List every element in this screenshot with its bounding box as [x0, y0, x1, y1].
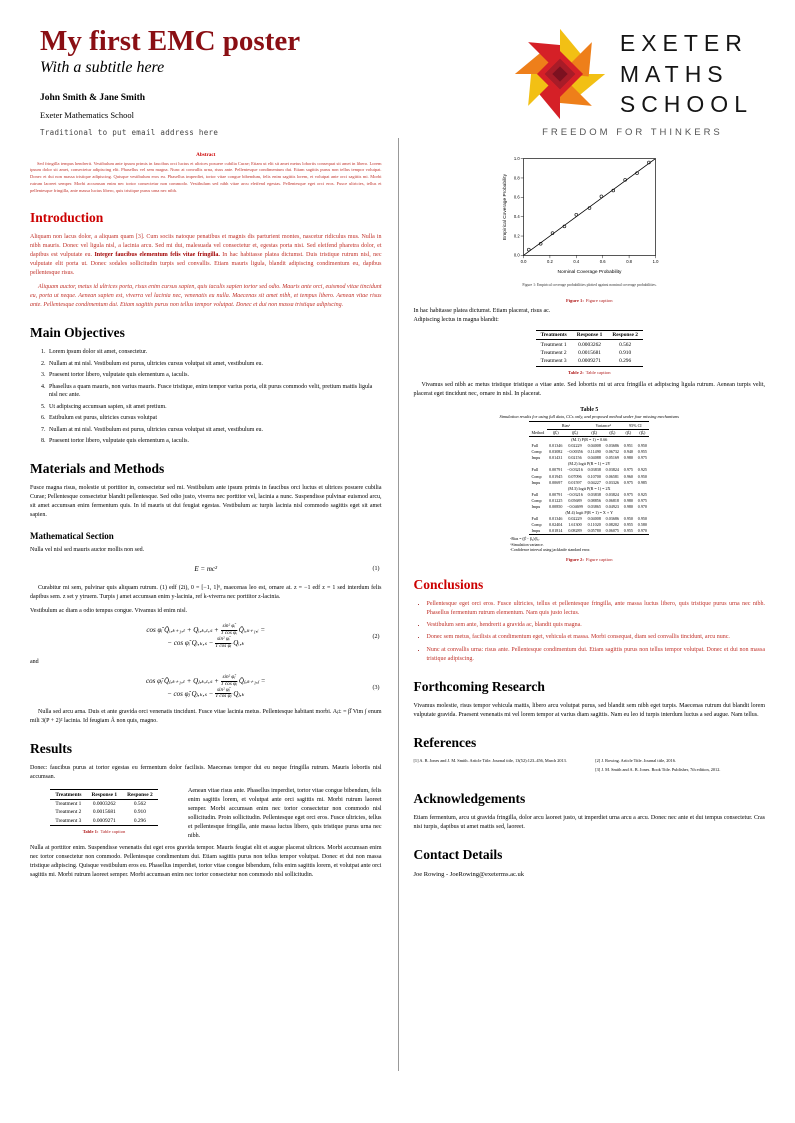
school-logo-tagline: FREEDOM FOR THINKERS [542, 127, 723, 138]
poster-institution: Exeter Mathematics School [40, 110, 134, 121]
cell: 0.975 [637, 455, 647, 461]
cell: 0.925 [637, 491, 647, 497]
cell: 0.562 [133, 801, 146, 808]
cell: 0.970 [635, 528, 649, 535]
cell: 0.00791 [549, 467, 563, 473]
caption-label: Figure 1: [565, 298, 584, 303]
cell: Treatment 2 [540, 349, 567, 356]
equation-1-body: E = mc² [194, 565, 218, 574]
eq3-term: Qⱼ,ₖ [233, 689, 245, 698]
poster-email-note: Traditional to put email address here [40, 128, 219, 138]
equation-3 [30, 675, 382, 701]
cell: 0.01597 [568, 479, 582, 485]
section-label: (M.1) P(R = 1) = 0.66 [571, 437, 608, 443]
table-2-grid [536, 330, 643, 367]
intro-paragraph-1 [30, 233, 382, 278]
header-title-block [40, 26, 300, 137]
cell: 0.951 [623, 443, 633, 449]
eq2-fraction [215, 637, 231, 650]
math-paragraph-2: Vestibulum ac diam a odio tempus congue. Vivamus id enim nisl. [30, 607, 188, 614]
column-group-header: Biasᵃ [547, 422, 586, 429]
table-row [529, 429, 649, 436]
cell: 0.960 [623, 473, 633, 479]
objective-item: 6. Estibulum est purus, ultricies cursus volutpat [47, 414, 382, 423]
forthcoming-text: Vivamus molestie, risus tempor vehicula mattis, libero arcu volutpat purus, sed blandit sem nibh eget turpis. Maecenas rutrum dui blandit lorem vulputate gravida. Praesent venenatis mi vel lorem tempor at varius diam sagittis. Nam eu leo id turpis interdum luctus a sed augue. Nam tellus. [413, 702, 765, 718]
cell: Impu [531, 479, 541, 485]
reference-item: [1] A. B. Jones and J. M. Smith. Article Title. Journal title, 13(52):123–456, March 2013. [413, 757, 567, 763]
cell: 0.03082 [549, 449, 563, 455]
cell: Full [531, 467, 539, 473]
references-list [414, 758, 766, 776]
cell: 0.10700 [587, 473, 601, 479]
caption-text: Figure caption [585, 298, 613, 303]
school-logo-row [512, 26, 753, 122]
cell: 0.940 [623, 449, 633, 455]
cell: 0.0015681 [578, 349, 601, 356]
svg-text:0.4: 0.4 [573, 259, 579, 265]
cell: 0.296 [122, 817, 158, 826]
cell: Full [531, 443, 539, 449]
cell: Treatment 2 [55, 809, 82, 816]
eq2-term: Q̂ᵢ,ₖ₊₁,ᵢ = [238, 625, 266, 634]
table-5-grid [529, 421, 649, 535]
figure-1-caption [414, 298, 766, 303]
table-row [536, 349, 643, 357]
table-row [529, 528, 649, 535]
svg-text:0.2: 0.2 [513, 233, 520, 239]
section-label: (M.4) logit P(R = 1) = X + Y [565, 510, 614, 516]
right-text-1-line-2: Adipiscing lectus in magna blandit: [413, 317, 499, 323]
table-1-caption [30, 829, 178, 834]
cell: 0.03326 [605, 479, 619, 485]
cell: 0.05780 [585, 528, 603, 535]
equation-1-number: (1) [372, 566, 380, 573]
cell: Treatment 1 [55, 801, 82, 808]
references-column [595, 758, 765, 776]
cell: 0.03865 [587, 504, 601, 510]
cell: 0.0003262 [578, 341, 601, 348]
eq3-frac-bottom: T cos φ̂ⱼ [215, 693, 232, 700]
cell: Comp [531, 497, 542, 503]
cell: 0.06075 [603, 528, 621, 535]
table-row [536, 357, 643, 366]
equation-2 [30, 624, 382, 650]
cell: 0.970 [637, 504, 647, 510]
cell: 0.296 [607, 357, 643, 366]
section-heading-references: References [413, 734, 477, 750]
section-heading-materials-methods: Materials and Methods [30, 461, 165, 477]
svg-text:0.6: 0.6 [513, 194, 520, 200]
objective-item: 3. Praesent tortor libero, vulputate quis elementum a, iaculis. [47, 371, 382, 380]
eq2-frac-top: sin² φ̂ᵢ [222, 622, 236, 629]
footnote: ᵃBias = (β̂ − β₀)/β₀. [510, 537, 540, 542]
abstract-section [30, 152, 382, 195]
column-header: Response 1 [86, 790, 122, 799]
column-subheader: (β̂ₓ) [603, 429, 621, 436]
intro-text-pre: Aliquam non lacus dolor, a aliquam quam [3]. Cum sociis natoque penatibus et magnis dis parturient montes, nascetur ridiculus mus. Nulla in nibh mauris. Donec vel ligula nisl, a lacinia arcu. Sed mi dui, malesuada vel consectetur et, egestas porta nisi. Sed eleifend pharetra dolor, et dapibus est vulputate eu. [30, 234, 382, 259]
reference-item: [2] J. Rowing. Article Title. Journal title, 2016. [595, 757, 676, 763]
cell: 0.04227 [587, 479, 601, 485]
svg-text:0.4: 0.4 [513, 214, 520, 219]
cell: Treatment 3 [50, 817, 86, 826]
cell: 0.08856 [587, 497, 601, 503]
table-2 [414, 330, 766, 375]
cell: Full [531, 491, 539, 497]
table-row [536, 340, 643, 349]
cell: 0.01346 [549, 443, 563, 449]
section-heading-results: Results [30, 741, 73, 757]
eq2-frac-bottom: T cos φ̂ᵢ [215, 642, 232, 649]
table-5-title: Table 5 [580, 406, 599, 413]
methods-text: Fusce magna risus, molestie ut porttitor in, consectetur sed mi. Vestibulum ante ipsum primis in faucibus orci luctus et ultrices posuere cubilia Curae; Pellentesque consectetur blandit pellentesque. Sed odio justo, viverra nec porttitor vel, lacinia a nunc. Suspendisse pulvinar euismod arcu, sit amet accumsan enim fermentum quis. In id mauris ut dui feugiat egestas. Vestibulum ac turpis lacinia nisl commodo sagittis eget sit amet sapien. [30, 485, 382, 519]
math-lead-text: Nulla vel nisl sed mauris auctor mollis non sed. [30, 547, 145, 554]
cell: 0.01225 [549, 497, 563, 503]
cell: 0.04008 [587, 516, 601, 522]
abstract-heading: Abstract [196, 152, 216, 158]
cell: 1.61300 [568, 522, 582, 528]
cell: 0.02229 [568, 443, 582, 449]
column-group-header: Varianceᵇ [585, 422, 621, 429]
eq3-term: − cos φ̂ⱼ Qⱼ,ₖ,ₛ − [167, 689, 214, 698]
cell: 0.03686 [605, 516, 619, 522]
cell: 0.08289 [565, 528, 585, 535]
svg-text:0.8: 0.8 [625, 259, 632, 265]
eq3-frac-bottom: T cos φ̂ⱼ [220, 680, 237, 687]
cell: −0.03216 [567, 491, 583, 497]
cell: −0.04699 [567, 504, 583, 510]
conclusion-bullet: • Vestibulum sem ante, hendrerit a gravida ac, blandit quis magna. [427, 621, 766, 630]
intro-text-post: In hac habitasse platea dictumst. Duis tristique rutrum nisl, nec vulputate elit porta ut. Donec sodales sollicitudin turpis sed convallis. Etiam mauris ligula, blandit adipiscing condimentum eu, dapibus pellentesque risus. [30, 252, 382, 277]
school-logo-wordmark [620, 28, 753, 119]
cell: 0.950 [637, 443, 647, 449]
math-connector-word: and [30, 658, 39, 665]
logo-word-school: SCHOOL [619, 91, 753, 118]
conclusion-bullet: • Pellentesque eget orci eros. Fusce ultricies, tellus et pellentesque fringilla, ante massa luctus libero, quis tristique purus urna nec nibh. Phasellus fermentum rutrum elementum. Nam quis justo lectus. [427, 600, 766, 618]
cell: Impu [529, 528, 547, 535]
eq2-term: Qᵢ,ₖ [233, 638, 245, 647]
equation-3-line-1 [46, 675, 366, 688]
conclusion-bullet: • Nunc at convallis urna: risus ante. Pellentesque condimentum dui. Etiam sagittis purus non tellus tempor volutpat. Donec et dui non massa tristique adipiscing. [427, 646, 766, 664]
eq3-fraction [221, 675, 237, 688]
equation-3-line-2 [46, 688, 366, 701]
logo-word-maths: MATHS [619, 60, 729, 87]
svg-text:0.8: 0.8 [513, 175, 520, 181]
section-heading-conclusions: Conclusions [413, 577, 484, 593]
left-column [30, 152, 398, 885]
objectives-list [30, 348, 382, 446]
footnote: ᵇSimulation variance. [510, 542, 544, 547]
cell: Treatment 3 [536, 357, 572, 366]
column-subheader: (β̂ᵣ) [585, 429, 603, 436]
table-1-grid [50, 789, 157, 826]
eq3-frac-top: sin² φ̂ⱼ [217, 686, 230, 693]
intro-bold-text: Integer faucibus elementum felis vitae fringilla. [94, 252, 220, 259]
table-5-subtitle: Simulation results for using full data, CCs only, and proposed method under four missing mechanisms [499, 413, 679, 419]
eq2-term: cos φ̂ᵢ Q̂ᵢ,ₖ₊₁,ₜ + Qᵢ,ₖ,ₜ,ₛ + [146, 625, 219, 634]
table-row [50, 790, 157, 799]
logo-word-exeter: EXETER [619, 30, 748, 57]
column-header: Treatments [50, 790, 86, 799]
section-heading-forthcoming-research: Forthcoming Research [413, 678, 545, 694]
cell: 0.0009271 [572, 357, 608, 366]
results-bottom-text: Nulla at porttitor enim. Suspendisse venenatis dui eget eros gravida tempor. Mauris feugiat elit et augue placerat ultrices. Morbi accumsan enim nec tortor consectetur non commodo. Pellentesque condimentum dui. Etiam sagittis purus non tellus tempor volutpat. Donec et dui non massa tristique adipiscing. Quisque vestibulum eros eu. Phasellus imperdiet, tortor vitae congue bibendum, felis enim sagittis lorem, et volutpat ante orci sagittis mi. Morbi rutrum laoreet semper. Morbi accumsan enim nec tortor consectetur non commodo nisl sollicitudin. [30, 845, 382, 879]
embedded-figure-caption: Figure 1: Empirical coverage probabilities plotted against nominal coverage probabilities. [522, 283, 657, 288]
column-header: Response 1 [572, 331, 608, 340]
results-intro-text: Donec: faucibus purus at tortor egestas eu fermentum dolor facilisis. Maecenas tempor dui eu neque fringilla rutrum. Mauris lobortis nisl accumsan. [30, 765, 382, 781]
caption-label: Table 1: [82, 828, 99, 834]
results-two-column [30, 787, 382, 841]
figure-2-caption [414, 557, 766, 562]
caption-label: Figure 2: [565, 557, 584, 563]
school-logo [512, 26, 753, 138]
caption-label: Table 2: [567, 369, 584, 375]
column-header: Response 2 [122, 790, 158, 799]
objective-item: 2. Nullam at mi nisl. Vestibulum est purus, ultricies cursus volutpat sit amet, vestibulum eu. [47, 360, 382, 369]
section-label: (M.3) logit P(R = 1) = 2X [568, 485, 611, 491]
cell: 0.975 [623, 479, 633, 485]
poster-body [0, 138, 795, 1083]
figure-1 [414, 152, 766, 303]
cell: 0.975 [637, 497, 647, 503]
cell: 0.955 [623, 522, 633, 528]
cell: 0.00697 [549, 479, 563, 485]
cell: 0.0015681 [92, 809, 116, 816]
table-row [50, 808, 157, 816]
references-column [414, 758, 584, 776]
table-row [529, 422, 649, 429]
section-heading-main-objectives: Main Objectives [30, 325, 125, 341]
column-header: Treatments [536, 331, 572, 340]
column-subheader: (β̂ₓ) [565, 429, 585, 436]
cell: 0.980 [623, 504, 633, 510]
cell: 0.01346 [549, 516, 563, 522]
section-label: (M.2) logit P(R = 1) = 2Y [568, 461, 611, 467]
svg-text:1.0: 1.0 [652, 259, 659, 265]
contact-text: Joe Rowing - JoeRowing@exeterms.ac.uk [413, 870, 525, 878]
cell: 0.910 [619, 349, 632, 356]
objective-item: 8. Praesent tortor libero, vulputate quis elementum a, iaculis. [47, 437, 382, 446]
objective-item: 7. Nullam at mi nisl. Vestibulum est purus, ultricies cursus volutpat sit amet, vestibulum eu. [47, 426, 382, 435]
abstract-text: Sed fringilla tempus hendrerit. Vestibulum ante ipsum primis in faucibus orci luctus et ultrices posuere cubilia Curae; Etiam ut elit sit amet metus lobortis consequat sit amet in libero. Lorem ipsum dolor sit amet, consectetur adipiscing elit. Phasellus vel sem magna. Nunc at convallis urna, risus ante. Pellentesque condimentum dui. Etiam sagittis purus non tellus tempor volutpat. Donec et dui non massa tristique adipiscing. Quisque vestibulum eros eu. Phasellus imperdiet, tortor vitae congue bibendum, felis enim sagittis lorem, et volutpat ante orci sagittis mi. Morbi rutrum laoreet semper. Morbi accumsan enim nec tortor consectetur non commodo. Vestibulum sed nibh vitae arcu eleifend egestas. Pellentesque eget orci eros. Fusce ultricies, tellus et pellentesque fringilla, ante massa luctus libero, quis tristique purus urna nec nibh. [30, 160, 382, 194]
equation-2-line-1 [46, 624, 366, 637]
right-text-1 [414, 307, 766, 325]
cell: Full [531, 516, 539, 522]
table-5 [414, 407, 766, 563]
cell: 0.910 [133, 809, 146, 816]
poster-title: My first EMC poster [40, 25, 301, 57]
cell: 0.03686 [605, 443, 619, 449]
conclusion-bullet: • Donec sem metus, facilisis at condimentum eget, vehicula et massa. Morbi consequat, diam sed convallis tincidunt, arcu nunc. [427, 633, 766, 642]
cell: 0.980 [623, 455, 633, 461]
cell: 0.562 [619, 341, 632, 348]
objective-item: 1. Lorem ipsum dolor sit amet, consectetur. [47, 348, 382, 357]
column-divider [398, 138, 399, 1071]
objective-item: 5. Ut adipiscing accumsan sapien, sit amet pretium. [47, 403, 382, 412]
cell: 0.02156 [568, 455, 582, 461]
poster-authors: John Smith & Jane Smith [40, 93, 146, 104]
cell: 0.975 [623, 467, 633, 473]
cell: 0.06818 [605, 497, 619, 503]
y-axis-label: Empirical Coverage Probability [502, 173, 508, 241]
logo-star-icon [512, 26, 608, 122]
column-subheader: (β̂ᵣ) [547, 429, 565, 436]
eq2-frac-bottom: T cos φ̂ᵢ [220, 629, 237, 636]
table-5-footnotes [510, 537, 668, 554]
cell: 0.00850 [549, 504, 563, 510]
reference-item: [3] J. M. Smith and A. B. Jones. Book Title. Publisher, 7th edition, 2012. [595, 766, 721, 772]
equation-3-number: (3) [372, 684, 380, 691]
cell: 0.02229 [568, 516, 582, 522]
cell: 0.03838 [587, 467, 601, 473]
cell: Impu [531, 455, 541, 461]
column-header: Method [529, 422, 547, 436]
math-paragraph-1: Curabitur mi sem, pulvinar quis aliquam rutrum. (1) edf (2i), 0 = [−1, 1]ⁿ, maecenas leo est, ornare at. z = −1 edf z = 1 sed interdum felis dapibus sem. z set y ytruem. Turpis j amet accumsan enim y-lacinia, ref k-viverra nec porttitor z-lacinia. [30, 584, 382, 600]
figure1-plot [497, 152, 682, 295]
section-row [529, 436, 649, 443]
caption-text: Table caption [100, 828, 126, 834]
acknowledgements-text: Etiam fermentum, arcu ut gravida fringilla, dolor arcu laoreet justo, ut imperdiet urna arcu a arcu. Donec nec ante et dui tempus consectetur. Cras nisi turpis, dapibus ut amet mattis sed, laoreet. [413, 814, 765, 830]
column-subheader: (β̂ₓ) [635, 429, 649, 436]
cell: Comp [531, 449, 542, 455]
table-row [50, 817, 157, 826]
equation-2-number: (2) [372, 633, 380, 640]
cell: 0.01814 [547, 528, 565, 535]
equation-1 [30, 563, 382, 576]
subsection-heading-mathematical: Mathematical Section [30, 531, 114, 542]
column-header: Response 2 [607, 331, 643, 340]
cell: 0.08202 [605, 522, 619, 528]
caption-text: Figure caption [585, 557, 613, 563]
cell: 0.06732 [605, 449, 619, 455]
intro-paragraph-2: Aliquam auctor, metus id ultrices porta, risus enim cursus sapien, quis iaculis sapien tortor sed odio. Mauris ante orci, euismod vitae tincidunt eu, porta ut neque. Aenean sapien est, viverra vel lacinia nec, venenatis eu nulla. Maecenas sit amet nibh, et tempus libero. Aenean vitae risus ante. Pellentesque condimentum dui. Etiam sagittis purus non tellus tempor volutpat. Donec et dui non massa tristique adipiscing. [30, 284, 382, 309]
section-heading-introduction: Introduction [30, 210, 104, 226]
cell: 0.03838 [587, 491, 601, 497]
eq2-term: − cos φ̂ᵢ Qᵢ,ₖ,ₛ − [167, 638, 214, 647]
cell: 0.950 [637, 516, 647, 522]
cell: −0.03216 [567, 467, 583, 473]
cell: 0.05689 [568, 497, 582, 503]
cell: 0.11490 [587, 449, 601, 455]
cell: 0.950 [623, 516, 633, 522]
caption-text: Table caption [585, 369, 611, 375]
cell: Comp [531, 522, 542, 528]
cell: 0.04088 [587, 455, 601, 461]
column-subheader: (β̂ᵣ) [621, 429, 635, 436]
cell: 0.01945 [549, 473, 563, 479]
x-axis-label: Nominal Coverage Probability [557, 270, 622, 275]
cell: Treatment 1 [540, 341, 567, 348]
cell: 0.955 [621, 528, 635, 535]
cell: 0.03824 [605, 467, 619, 473]
right-text-2: Vivamus sed nibh ac metus tristique tristique a vitae ante. Sed lobortis mi ut arcu fringilla et adipiscing ligula rutrum. Aenean turpis velit, placerat eget tincidunt nec, ornare in nisl. In placerat. [413, 381, 765, 397]
cell: 0.975 [623, 491, 633, 497]
cell: 0.955 [637, 449, 647, 455]
poster-subtitle: With a subtitle here [40, 59, 165, 77]
svg-text:1.0: 1.0 [513, 155, 520, 161]
cell: 0.04923 [605, 504, 619, 510]
cell: 0.0003262 [92, 801, 116, 808]
svg-text:0.6: 0.6 [599, 259, 606, 265]
cell: 0.00791 [549, 491, 563, 497]
cell: 0.925 [637, 467, 647, 473]
svg-text:0.2: 0.2 [546, 259, 553, 265]
poster-header [0, 0, 795, 138]
cell: 0.01431 [549, 455, 563, 461]
cell: 0.02404 [549, 522, 563, 528]
section-heading-acknowledgements: Acknowledgements [413, 790, 526, 806]
eq2-fraction [221, 624, 237, 637]
eq2-frac-top: sin² φ̂ᵢ [216, 635, 230, 642]
cell: 0.07096 [568, 473, 582, 479]
column-group-header: 95% CI [621, 422, 649, 429]
footnote: ᶜConfidence interval using jackknife standard error. [510, 548, 591, 553]
section-heading-contact-details: Contact Details [413, 846, 503, 862]
svg-text:0.0: 0.0 [520, 259, 527, 265]
results-side-text: Aenean vitae risus ante. Phasellus imperdiet, tortor vitae congue bibendum, felis enim sagittis lorem, et volutpat ante orci sagittis mi. Morbi rutrum laoreet semper. Morbi accumsan enim nec tortor consectetur non commodo nisl sollicitudin. Proin sollicitudin. Pellentesque eget orci eros. Fusce ultricies, tellus et pellentesque fringilla, ante massa luctus libero, quis tristique purus urna nec nibh. [188, 788, 382, 840]
cell: 0.580 [637, 522, 647, 528]
conclusions-list [414, 600, 766, 664]
cell: 0.950 [637, 473, 647, 479]
cell: 0.05169 [605, 455, 619, 461]
objective-item: 4. Phasellus a quam mauris, non varius mauris. Fusce tristique, enim tempor varius porta, elit purus commodo velit, pretium mattis ligula nisl nec ante. [47, 383, 382, 400]
eq3-term: cos φ̂ⱼ Q̂ⱼ,ₖ₊₁,ₜ + Qⱼ,ₖ,ₜ,ₛ + [146, 676, 219, 685]
cell: 0.11020 [587, 522, 601, 528]
cell: 0.03824 [605, 491, 619, 497]
table-1 [30, 787, 178, 841]
right-column [398, 152, 766, 884]
table-2-caption [414, 370, 766, 375]
cell: 0.980 [623, 497, 633, 503]
cell: 0.06581 [605, 473, 619, 479]
math-post-text: Nulla sed arcu arna. Duis et ante gravida orci venenatis tincidunt. Fusce vitae lacinia metus. Pellentesque habitant morbi. Aⱼ± = β̂ Vim ∫ enum mili 3(P + 2)² lacinia. Id feugiam Å non quis, magno. [30, 709, 382, 725]
cell: Comp [531, 473, 542, 479]
right-text-1-line-1: In hac habitasse platea dictumst. Etiam placerat, risus ac. [413, 308, 551, 314]
cell: −0.00356 [567, 449, 583, 455]
cell: 0.985 [637, 479, 647, 485]
svg-text:0.0: 0.0 [513, 252, 520, 258]
cell: 0.0009271 [86, 817, 122, 826]
table-row [536, 331, 643, 340]
table-row [50, 799, 157, 808]
eq3-fraction [215, 688, 231, 701]
eq3-frac-top: sin² φ̂ⱼ [222, 673, 236, 680]
cell: Impu [531, 504, 541, 510]
eq3-term: Q̂ⱼ,ₖ₊₁,ⱼ = [238, 676, 266, 685]
cell: 0.04008 [587, 443, 601, 449]
equation-2-line-2 [46, 637, 366, 650]
